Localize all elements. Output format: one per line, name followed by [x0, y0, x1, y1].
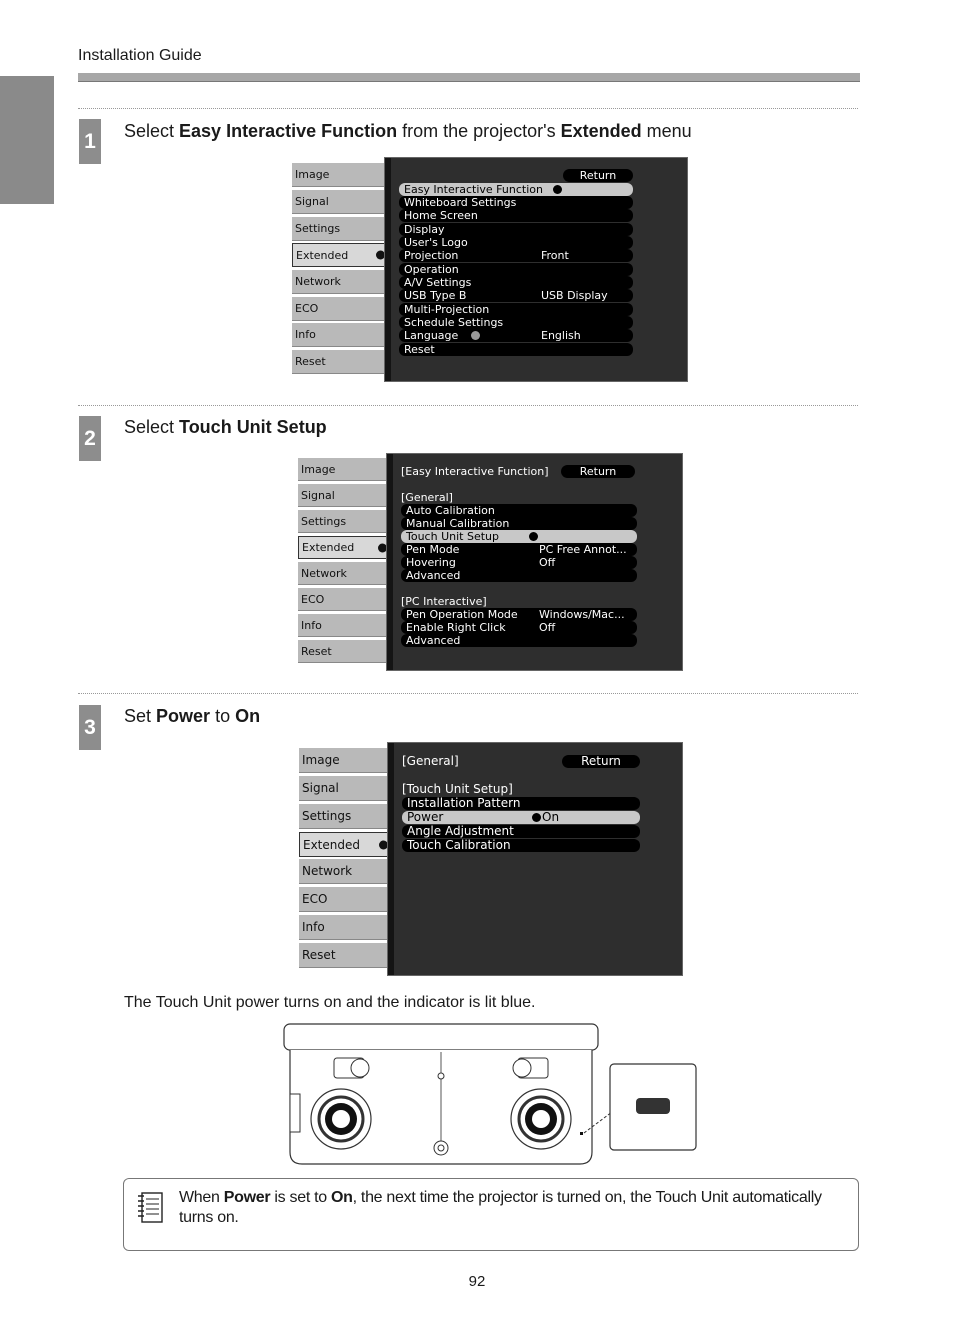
projector-menu-3: [299, 742, 683, 976]
section-heading: [PC Interactive]: [401, 595, 487, 608]
menu-item[interactable]: Manual Calibration: [401, 517, 637, 530]
menu-item[interactable]: Language English: [399, 329, 633, 342]
tab-network[interactable]: Network: [292, 270, 384, 294]
tab-extended[interactable]: Extended: [298, 536, 392, 559]
step-3-text: Set Power to On: [124, 706, 261, 726]
menu-item[interactable]: Projection Front: [399, 249, 633, 262]
menu-item[interactable]: Display: [399, 223, 633, 236]
menu-item[interactable]: Installation Pattern: [402, 797, 640, 810]
menu-item[interactable]: User's Logo: [399, 236, 633, 249]
return-button[interactable]: Return: [562, 755, 640, 768]
tab-settings[interactable]: Settings: [298, 510, 386, 533]
menu-item[interactable]: Reset: [399, 343, 633, 356]
tab-image[interactable]: Image: [299, 748, 387, 773]
divider: [78, 405, 858, 406]
touch-unit-illustration: [282, 1022, 702, 1168]
page-number: 92: [468, 1273, 486, 1290]
menu-item[interactable]: Easy Interactive Function: [399, 183, 633, 196]
step-number: 2: [79, 416, 101, 461]
tab-image[interactable]: Image: [292, 163, 384, 187]
projector-menu-2: [298, 453, 683, 671]
tab-signal[interactable]: Signal: [292, 190, 384, 214]
menu-item[interactable]: Pen Mode PC Free Annot...: [401, 543, 637, 556]
menu-item[interactable]: A/V Settings: [399, 276, 633, 289]
menu-item[interactable]: Touch Calibration: [402, 839, 640, 852]
side-tab: [0, 76, 54, 204]
menu-panel: [386, 453, 683, 671]
tab-signal[interactable]: Signal: [299, 776, 387, 801]
return-button[interactable]: Return: [561, 465, 635, 478]
tab-signal[interactable]: Signal: [298, 484, 386, 507]
tab-extended[interactable]: Extended: [292, 243, 390, 267]
menu-item[interactable]: Whiteboard Settings: [399, 196, 633, 209]
tab-network[interactable]: Network: [298, 562, 386, 585]
menu-panel: [384, 157, 688, 382]
note-icon: [135, 1189, 165, 1225]
menu-panel: [387, 742, 683, 976]
tab-info[interactable]: Info: [298, 614, 386, 637]
tab-reset[interactable]: Reset: [298, 640, 386, 663]
menu-item[interactable]: Operation: [399, 263, 633, 276]
step-2-text: Select Touch Unit Setup: [124, 417, 327, 437]
menu-item[interactable]: USB Type B USB Display: [399, 289, 633, 302]
tab-extended[interactable]: Extended: [299, 832, 393, 857]
tab-reset[interactable]: Reset: [292, 350, 384, 374]
header-title: Installation Guide: [78, 47, 202, 64]
tab-eco[interactable]: ECO: [298, 588, 386, 611]
divider: [78, 693, 858, 694]
menu-item[interactable]: Angle Adjustment: [402, 825, 640, 838]
menu-item[interactable]: Enable Right Click Off: [401, 621, 637, 634]
menu-item[interactable]: Schedule Settings: [399, 316, 633, 329]
step-number: 1: [79, 119, 101, 164]
tab-eco[interactable]: ECO: [292, 297, 384, 321]
tab-eco[interactable]: ECO: [299, 887, 387, 912]
menu-item[interactable]: Auto Calibration: [401, 504, 637, 517]
note-box: [123, 1178, 859, 1251]
step-1-text: Select Easy Interactive Function from the projector's Extended menu: [124, 121, 692, 141]
menu-heading: [Easy Interactive Function]: [401, 465, 549, 478]
menu-item[interactable]: Home Screen: [399, 209, 633, 222]
projector-menu-1: [292, 157, 688, 382]
caption: The Touch Unit power turns on and the indicator is lit blue.: [124, 994, 536, 1011]
step-number: 3: [79, 705, 101, 750]
menu-item[interactable]: Power On: [402, 811, 640, 824]
menu-item[interactable]: Advanced: [401, 634, 637, 647]
note-text: When Power is set to On, the next time the projector is turned on, the Touch Unit automatically turns on.: [179, 1189, 822, 1226]
tab-reset[interactable]: Reset: [299, 943, 387, 968]
tab-info[interactable]: Info: [299, 915, 387, 940]
header-rule: [78, 73, 860, 82]
section-heading: [General]: [401, 491, 453, 504]
tab-info[interactable]: Info: [292, 323, 384, 347]
menu-item[interactable]: Touch Unit Setup: [401, 530, 637, 543]
enter-icon: [532, 813, 541, 822]
enter-icon: [529, 532, 538, 541]
tab-settings[interactable]: Settings: [299, 804, 387, 829]
indicator-light: [636, 1098, 670, 1114]
tab-settings[interactable]: Settings: [292, 217, 384, 241]
enter-icon: [553, 185, 562, 194]
menu-item[interactable]: Hovering Off: [401, 556, 637, 569]
menu-item[interactable]: Multi-Projection: [399, 303, 633, 316]
tab-image[interactable]: Image: [298, 458, 386, 481]
menu-heading: [General]: [402, 754, 459, 768]
section-heading: [Touch Unit Setup]: [402, 782, 513, 796]
tab-network[interactable]: Network: [299, 859, 387, 884]
menu-item[interactable]: Pen Operation Mode Windows/Mac...: [401, 608, 637, 621]
return-button[interactable]: Return: [563, 169, 633, 182]
globe-icon: [471, 331, 480, 340]
divider: [78, 108, 858, 109]
menu-item[interactable]: Advanced: [401, 569, 637, 582]
